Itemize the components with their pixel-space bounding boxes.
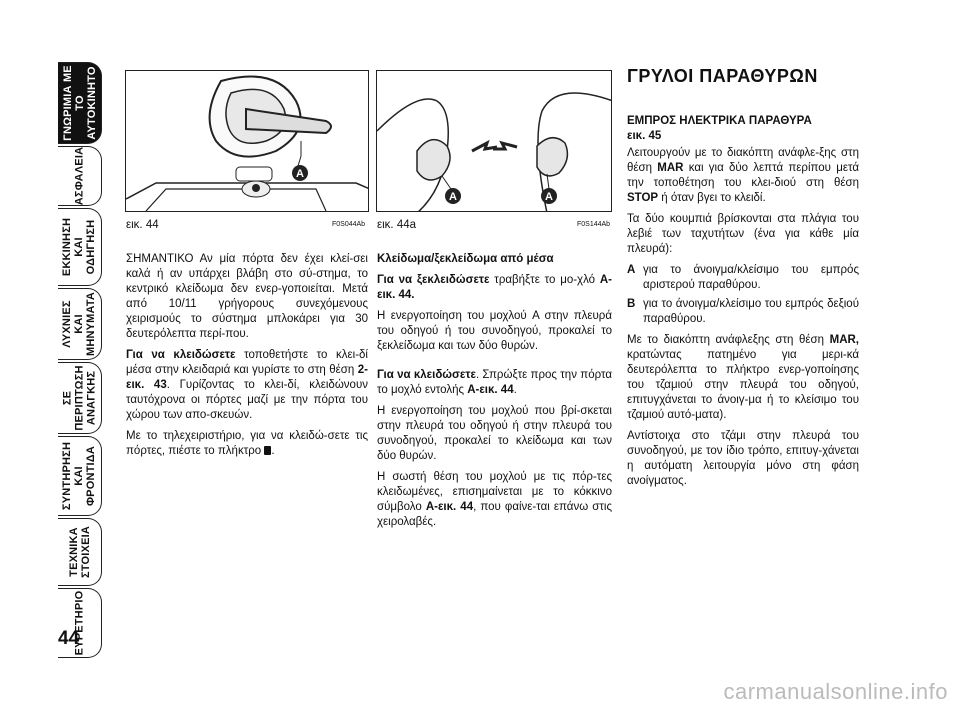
marker-a-left: A (449, 191, 457, 203)
buttons-paragraph: Τα δύο κουμπιά βρίσκονται στα πλάγια του λεβιέ των ταχυτήτων (ένα για κάθε μία πλευρά): (627, 213, 859, 255)
unlock-paragraph: Για να ξεκλειδώσετε τραβήξτε το μο-χλό A-εικ. 44. (377, 274, 612, 301)
operation-paragraph: Λειτουργούν με το διακόπτη ανάφλε-ξης στη θέση MAR και για δύο λεπτά περίπου μετά την τοποθέτηση του κλει-διού στη θέση STOP ή όταν βγει το κλειδί. (627, 147, 859, 204)
column-3 (627, 114, 859, 495)
column-2 (377, 252, 612, 536)
tab-maintenance[interactable]: ΣΥΝΤΗΡΗΣΗ ΚΑΙ ΦΡΟΝΤΙΔΑ (58, 436, 102, 516)
passenger-paragraph: Αντίστοιχα στο τζάμι στην πλευρά του συνοδηγού, με τον ίδιο τρόπο, επιτυγ-χάνεται η αυτόματη λειτουργία μόνο στη φάση ανοίγματος. (627, 430, 859, 487)
figure-44a-door-levers (376, 70, 612, 212)
tab-safety[interactable]: ΑΣΦΑΛΕΙΑ (58, 146, 102, 206)
remote-paragraph: Με το τηλεχειριστήριο, για να κλειδώ-σετε τις πόρτες, πιέστε το πλήκτρο . (126, 430, 368, 457)
tab-index[interactable]: ΕΥΡΕΤΗΡΙΟ (58, 588, 102, 658)
lock-icon (264, 446, 271, 455)
subtitle: ΕΜΠΡΟΣ ΗΛΕΚΤΡΙΚΑ ΠΑΡΑΘΥΡΑ εικ. 45 (627, 115, 812, 142)
list-item: A για το άνοιγμα/κλείσιμο του εμπρός αριστερού παραθύρου. (627, 264, 859, 291)
figure-44-interior-handle (125, 70, 369, 212)
door-handle-illustration (126, 71, 369, 212)
important-note: ΣΗΜΑΝΤΙΚΟ Αν μία πόρτα δεν έχει κλεί-σει καλά ή αν υπάρχει βλάβη στο σύ-στημα, το κεντρικό κλείδωμα δεν ενερ-γοποιείται. Μετά από 10/11 γρήγορους συνεχόμενους χειρισμούς το σύστημα μπλοκάρει για 30 δευτερόλεπτα περί-που. (126, 253, 368, 340)
marker-a: A (296, 168, 304, 180)
page-number: 44 (58, 628, 80, 649)
figure-44-caption: εικ. 44 (126, 219, 159, 231)
auto-paragraph: Με το διακόπτη ανάφλεξης στη θέση MAR, κρατώντας πατημένο για μερι-κά δευτερόλεπτα το πλήκτρο ενερ-γοποίησης του τζαμιού στην πλευρά του οδηγού, επιτυγχάνεται το άνοιγ-μα ή το κλείσιμο του τζαμιού αυτό-ματα). (627, 334, 859, 421)
marker-a-right: A (545, 191, 553, 203)
tab-starting-driving[interactable]: ΕΚΚΙΝΗΣΗ ΚΑΙ ΟΔΗΓΗΣΗ (58, 208, 102, 286)
lock-both-paragraph: Η ενεργοποίηση του μοχλού που βρί-σκεται στην πλευρά του οδηγού ή στην πλευρά του συνοδηγού, προκαλεί το κλείδωμα και των δύο θυρών. (377, 405, 612, 462)
figure-44a-caption: εικ. 44a (377, 219, 417, 231)
lock-paragraph: Για να κλειδώσετε. Σπρώξτε προς την πόρτα το μοχλό εντολής A-εικ. 44. (377, 369, 612, 396)
watermark: carmanualsonline.info (723, 679, 948, 704)
tab-getting-to-know[interactable]: ΓΝΩΡΙΜΙΑ ΜΕ ΤΟ ΑΥΤΟΚΙΝΗΤΟ (58, 62, 102, 144)
red-symbol-paragraph: Η σωστή θέση του μοχλού με τις πόρ-τες κλειδωμένες, επισημαίνεται με το κόκκινο σύμβολο A-εικ. 44, που φαίνε-ται επάνω στις χειρολαβές. (377, 471, 612, 528)
tab-lights-messages[interactable]: ΛΥΧΝΙΕΣ ΚΑΙ ΜΗΝΥΜΑΤΑ (58, 288, 102, 360)
column-1 (126, 252, 368, 465)
unlock-both-paragraph: Η ενεργοποίηση του μοχλού A στην πλευρά του οδηγού ή του συνοδηγού, προκαλεί το ξεκλείδωμα και των δύο θυρών. (377, 310, 612, 352)
section-heading: Κλείδωμα/ξεκλείδωμα από μέσα (377, 253, 554, 265)
list-item: B για το άνοιγμα/κλείσιμο του εμπρός δεξιού παραθύρου. (627, 298, 859, 325)
tab-emergency[interactable]: ΣΕ ΠΕΡΙΠΤΩΣΗ ΑΝΑΓΚΗΣ (58, 362, 102, 434)
figure-44a-code: F0S144Ab (577, 221, 611, 228)
page-title: ΓΡΥΛΟΙ ΠΑΡΑΘΥΡΩΝ (627, 66, 818, 86)
lock-levers-illustration (377, 71, 612, 212)
lock-with-key-paragraph: Για να κλειδώσετε τοποθετήστε το κλει-δί μέσα στην κλειδαριά και γυρίστε το στη θέση 2-εικ. 43. Γυρίζοντας το κλει-δί, κλειδώνουν ταυτόχρονα οι πόρτες μαζί με την πόρτα του χώρου των απο-σκευών. (126, 349, 368, 421)
tab-technical[interactable]: ΤΕΧΝΙΚΑ ΣΤΟΙΧΕΙΑ (58, 518, 102, 586)
figure-44-code: F0S044Ab (332, 221, 366, 228)
